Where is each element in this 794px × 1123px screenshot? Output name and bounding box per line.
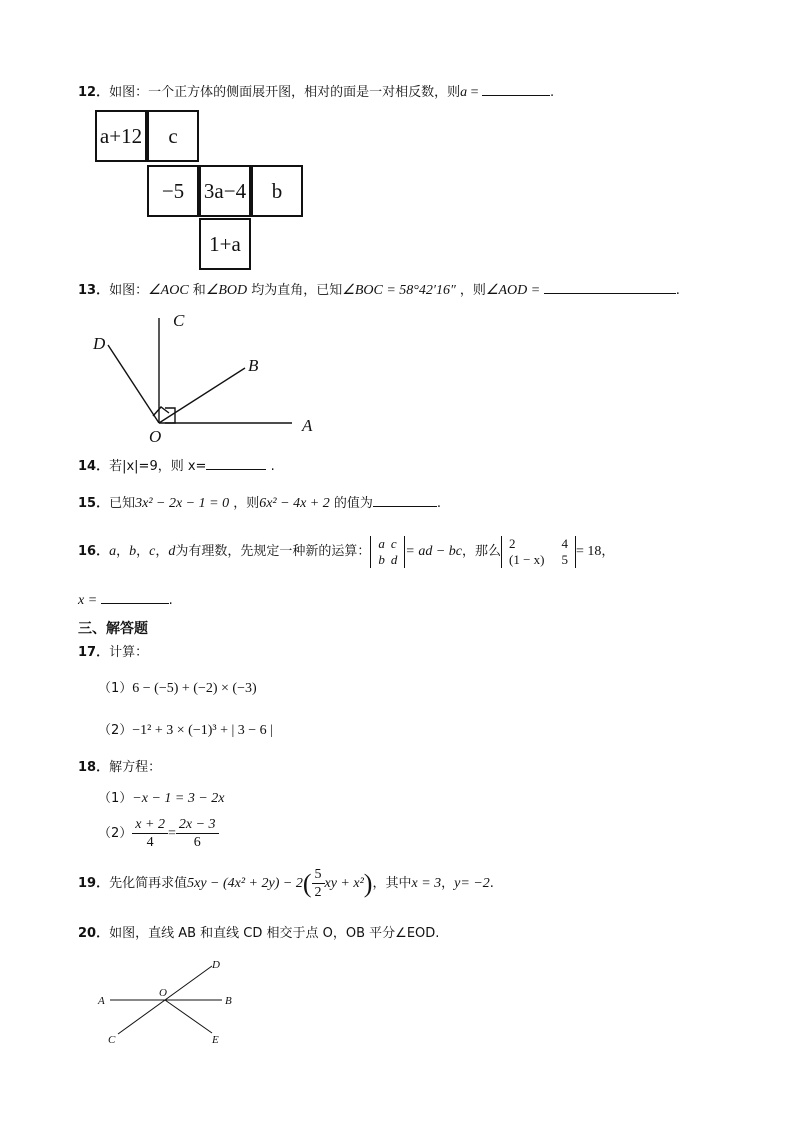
question-text: 若|x|=9，则 x= [109,459,207,474]
part-label: （2） [98,825,133,841]
variable-x: x = [78,593,101,608]
period: . [436,496,442,511]
variable-b: b [129,544,137,559]
question-text: 已知 [109,496,136,511]
equation: −x − 1 = 3 − 2x [132,791,225,806]
question-number: 18． [78,760,110,775]
question-text: ，那么 [461,544,501,559]
det-cell: c [390,536,397,551]
question-text: ，则 [455,283,486,298]
question-16-answer [78,591,173,610]
net-cell-minus-5: −5 [147,165,199,217]
numerator: 5 [312,866,325,884]
variable-c: c [149,544,156,559]
label-b: B [248,356,259,375]
label-a: A [98,995,105,1007]
denominator: 2 [314,885,322,900]
question-text: 和 [188,283,206,298]
fraction [132,816,168,851]
question-number: 15． [78,496,110,511]
answer-blank[interactable] [544,281,676,294]
label-b: B [225,995,232,1007]
period: . [675,283,680,298]
right-angle-mark [165,408,175,423]
angle-aod: ∠AOD = [485,283,544,298]
equals-sign: = [467,85,483,100]
right-angle-mark [153,407,169,416]
answer-blank[interactable] [101,591,169,604]
question-number: 17． [78,645,110,660]
question-17 [78,644,148,662]
question-15 [78,494,441,513]
ray-oe [165,1000,212,1033]
question-13 [78,281,680,300]
comma: ， [601,544,615,559]
question-text: 均为直角，已知 [247,283,343,298]
question-text: 计算： [109,645,149,660]
net-cell-1-plus-a: 1+a [199,218,251,270]
det-cell: b [378,552,385,567]
comma: ， [116,544,130,559]
answer-blank[interactable] [206,457,266,470]
equation: 3x² − 2x − 1 = 0 [135,496,230,511]
part-label: （1） [98,681,133,696]
answer-blank[interactable] [373,494,437,507]
label-e: E [212,1034,219,1046]
expression: 5xy − (4x² + 2y) − 2 [187,875,303,891]
determinant-result: = 18 [576,544,602,559]
question-18 [78,759,161,777]
determinant-rule: = ad − bc [405,544,462,559]
answer-blank[interactable] [482,83,550,96]
question-text: 先化简再求值 [109,875,188,891]
net-cell-3a-minus-4: 3a−4 [199,165,251,217]
paren-right: ) [363,868,373,898]
det-cell: 2 [509,536,516,551]
label-o: O [149,427,162,446]
comma: ， [155,544,169,559]
expression: 6 − (−5) + (−2) × (−3) [132,681,257,696]
label-o: O [159,987,167,999]
question-number: 19． [78,875,110,891]
angle-aoc: ∠AOC [148,283,189,298]
variable-a: a [460,85,468,100]
question-text: 如图： [109,283,149,298]
question-number: 13． [78,283,110,298]
expression: xy + x² [324,875,364,891]
question-number: 16． [78,544,110,559]
paren-left: ( [302,868,312,898]
question-text: ，其中 [372,875,412,891]
net-cell-a-plus-12: a+12 [95,110,147,162]
part-label: （2） [98,723,133,738]
equals-sign: = [167,825,176,841]
det-cell: 5 [561,552,568,567]
question-text: 的值为 [329,496,373,511]
expression: −1² + 3 × (−1)³ + | 3 − 6 | [132,723,273,738]
net-cell-c: c [147,110,199,162]
line-cd [118,966,212,1034]
determinant-problem [501,536,576,568]
det-cell: a [378,536,385,551]
question-number: 20． [78,926,110,941]
comma: ， [136,544,150,559]
comma: ， [441,875,455,891]
label-c: C [108,1034,116,1046]
label-d: D [212,959,220,971]
det-cell: 4 [561,536,568,551]
net-cell-b: b [251,165,303,217]
det-cell: (1 − x) [509,552,545,567]
numerator: x + 2 [132,816,168,834]
period: . [489,875,494,891]
value-y: y= −2 [454,875,490,891]
expression: 6x² − 4x + 2 [259,496,330,511]
angle-bod: ∠BOD [205,283,248,298]
ray-ob [159,368,245,423]
variable-a: a [109,544,117,559]
period: . [266,459,275,474]
question-20 [78,925,439,943]
question-12 [78,83,554,102]
denominator: 4 [146,835,154,850]
angle-boc-value: ∠BOC = 58°42′16″ [342,283,456,298]
question-17-part-2 [98,722,273,740]
question-18-part-1 [98,790,225,808]
label-a: A [302,416,313,435]
det-cell: d [390,552,398,567]
section-title: 三、解答题 [78,621,148,637]
part-label: （1） [98,791,133,806]
value-x: x = 3 [411,875,442,891]
question-text: ，则 [229,496,260,511]
numerator: 2x − 3 [176,816,219,834]
question-number: 14． [78,459,110,474]
variable-d: d [168,544,176,559]
period: . [168,593,173,608]
ray-od [108,345,159,423]
question-19 [78,866,494,901]
question-number: 12． [78,85,110,100]
question-text: 解方程： [109,760,162,775]
determinant-definition [370,536,405,568]
question-18-part-2 [98,816,219,851]
question-text: 如图，直线 AB 和直线 CD 相交于点 O，OB 平分∠EOD. [109,926,440,941]
fraction [176,816,219,851]
label-d: D [93,334,106,353]
question-16 [78,536,614,568]
period: . [550,85,555,100]
question-17-part-1 [98,680,257,698]
label-c: C [173,311,185,330]
question-14 [78,457,275,476]
denominator: 6 [193,835,201,850]
question-text: 为有理数，先规定一种新的运算： [175,544,371,559]
fraction [312,866,325,901]
question-text: 如图：一个正方体的侧面展开图，相对的面是一对相反数，则 [109,85,461,100]
